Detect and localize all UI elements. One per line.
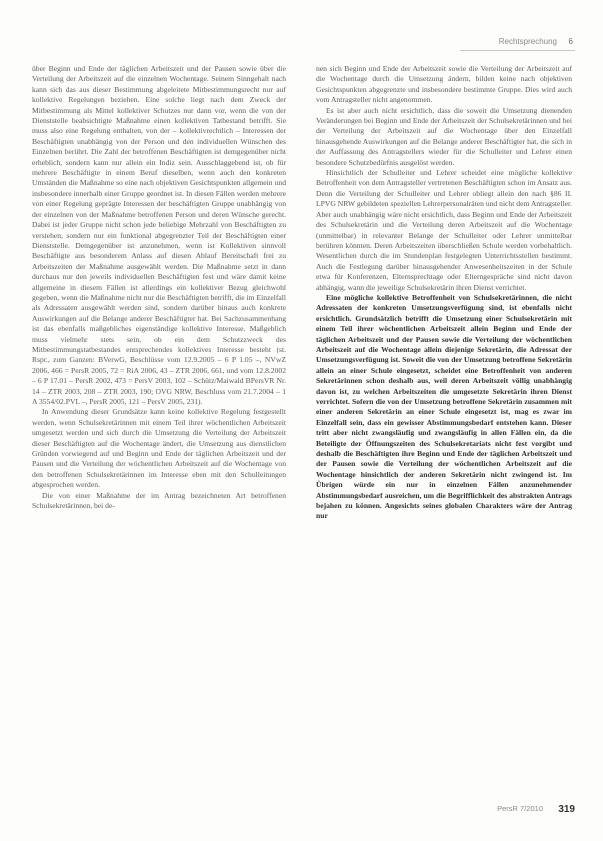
- left-paragraph-2: In Anwendung dieser Grundsätze kann keine kollektive Regelung festgestellt werden, wenn Schulsekretärinnen mit einem Teil ihrer wöchentlichen Arbeitszeit umgesetzt werden und sich durch die Umsetzung die Verteilung der Arbeitszeit dieser Beschäftigten auf die Wochentage ändert, die Umsetzung aus dienstlichen Gründen vorwiegend auf und Beginn und Ende der täglichen Arbeitszeit und der Pausen und die Verteilung der wöchentlichen Arbeitszeit auf die Wochentage von den betroffenen Schulsekretärinnen im Interesse eben mit den Schulleitungen abgesprochen werden.: [32, 407, 286, 490]
- right-paragraph-3: Hinsichtlich der Schulleiter und Lehrer scheidet eine mögliche kollektive Betroffenheit von dem Antragsteller vertretenen Beschäftigten schon im Ansatz aus. Denn die Verteilung der Schulleiter und Lehrer obliegt allein den nach §86 II. LPVG NRW gebildeten speziellen Lehrerpersonalräten und nicht dem Antragsteller. Aber auch unabhängig wäre nicht ersichtlich, dass Beginn und Ende der Arbeitszeit des Schulsekretärin und die Verteilung deren Arbeitszeit auf die Wochentage (unmittelbar) in relevanter Belange der Schulleiter oder Lehrer unmittelbar berühren könnten. Deren Arbeitszeiten überschließen Schule werden vorbehaltlich. Wesentlichen durch die im Stundenplan festgelegten Unterrichtsstellen bestimmt. Auch die Festlegung darüber hinausgehender Anwesenheitszeiten in der Schule etwa für Konferenzen, Elternsprechtage oder Elterngespräche sind nicht davon abhängig, wann die jeweilige Schulsekretärin ihren Dienst verrichtet.: [316, 168, 572, 292]
- right-paragraph-4: Eine mögliche kollektive Betroffenheit von Schulsekretärinnen, die nicht Adressaten der konkreten Umsetzungsverfügung sind, ist ebenfalls nicht ersichtlich. Grundsätzlich betrifft die Umsetzung einer Schulsekretärin mit einem Teil ihrer wöchentlichen Arbeitszeit allein Beginn und Ende der täglichen Arbeitszeit und der Pausen sowie die Verteilung der wöchentlichen Arbeitszeit auf die Wochentage allein diejenige Sekretärin, die Adressat der Umsetzungsverfügung ist. Soweit die von der Umsetzung betroffene Sekretärin allein an einer Schule eingesetzt, scheidet eine Betroffenheit von anderen Sekretärinnen schon deshalb aus, weil deren Arbeitszeit völlig unabhängig davon ist, zu welchen Arbeitszeiten die umgesetzte Sekretärin ihren Dienst verrichtet. Sofern die von der Umsetzung betroffene Sekretärin zusammen mit einer anderen Sekretärin an einer Schule eingesetzt ist, mag es zwar im Einzelfall sein, dass ein gewisser Abstimmungsbedarf entstehen kann. Dieser tritt aber nicht zwangsläufig und zwangsläufig in allen Fällen ein, da die Beteiligte der Öffnungszeiten des Schulsekretariats nicht fest vorgibt und deshalb die Beschäftigten ihre Beginn und Ende der täglichen Arbeitszeit und der Pausen sowie die Verteilung der wöchentlichen Arbeitszeit auf die Wochentage hinsichtlich der anderen Sekretärin nicht zwingend ist. Im Übrigen würde ein nur in einzelnen Fällen anzunehmender Abstimmungsbedarf ausreichen, um die Begrifflichkeit des abstrakten Antrags bejahen zu können. Angesichts seines globalen Charakters wäre der Antrag nur: [316, 292, 572, 521]
- right-paragraph-2: Es ist aber auch nicht ersichtlich, dass die soweit die Umsetzung dienenden Veränderungen bei Beginn und Ende der Arbeitszeit der Schulsekretärinnen und bei der Verteilung der Arbeitszeit auf die Wochentage über den Einzelfall hinausgehende Auswirkungen auf die Belange anderer Beschäftigter hat, die sich in der Auffassung des Antragstellers wieder für die Schulleiter und Lehrer einen besondere Schutzbedürfnis ausgelöst werden.: [316, 105, 572, 167]
- header-rule: [460, 50, 575, 51]
- left-paragraph-1: über Beginn und Ende der täglichen Arbeitszeit und der Pausen sowie über die Verteilung der Arbeitszeit auf die einzelnen Wochentage. Seinem Sinngehalt nach kann sich das aus dieser Bestimmung abgeleitete Mitbestimmungsrecht nur auf kollektive Regelungen beziehen. Eine solche liegt nach dem Zweck der Mitbestimmung als Mittel kollektiver Schutzes nur dann vor, wenn die von der Dienststelle beabsichtigte Maßnahme einen kollektiven Tatbestand betrifft. Sie muss also eine Regelung enthalten, von der – kollektivrechtlich – Interessen der Beschäftigten unabhängig von der Person und den individuellen Wünschen des Einzelnen berührt. Die Zahl der betroffenen Beschäftigten ist demgegenüber nicht erheblich, sondern kann nur allein ein Indiz sein. Ausschlaggebend ist, ob für mehrere Beschäftigte in einem Beruf dieselben, wenn auch den konkreten Umständen die Maßnahme so eine nach objektiven Gesichtspunkten allgemein und insbesondere innerhalb einer Gruppe geordnet ist. In diesen Fällen werden mehrere von einer Regelung geprägte Interessen der beschäftigten Gruppe unabhängig von der einzelnen von der Maßnahme betroffenen Person und deren Wünsche gerecht. Dabei ist jeder Gruppe nicht schon jede beliebige Mehrzahl von Beschäftigten zu verstehen, sondern nur ein funktional abgegrenzter Teil der Beschäftigten einer Dienststelle. Demgegenüber ist anzunehmen, wenn ist Kollektiven sinnvoll Beschäftigte aus besonderem Anlass auf diesen Ablauf Bereitschaft frei zu Arbeitszeiten der Maßnahme ausgewählt werden. Die Maßnahme setzt in dann durchaus nur den jeweils individuellen Beschäftigten fest und wäre damit keine allgemeine in diesem Fällen ist allerdings ein kollektiver Bezug gleichwohl gegeben, wenn die Maßnahme nicht nur die Beschäftigten betrifft, die im Einzelfall als Adressaten ausgewählt werden sind, sondern darüber hinaus auch konkrete Auswirkungen auf die Belange anderer Beschäftigter hat. Bei Sachzusammenhang ist das ebenfalls maßgebliches eigenständige kollektive Interesse. Maßgeblich muss vielmehr stets sein, ob ein dem Schutzzweck des Mitbestimmungstatbestandes entsprechendes kollektives Interesse besteht (st. Rspr., zum Ganzen: BVerwG, Beschlüsse vom 12.9.2005 – 6 P 1.05 –, NVwZ 2006, 466 = PersR 2005, 72 = RiA 2006, 43 – ZTR 2006, 661, und vom 12.8.2002 – 6 P 17.01 – PersR 2002, 473 = PersV 2003, 102 – Schütz/Maiwald BPersVR Nr. 14 – ZTR 2003, 208 – ZTR 2003, 190; OVG NRW, Beschluss vom 21.7.2004 – 1 A 3554/02.PVL –, PersR 2005, 121 – PersV 2005, 231).: [32, 64, 286, 406]
- footer-journal-reference: PersR 7/2010: [497, 804, 543, 813]
- right-paragraph-1: nen sich Beginn und Ende der Arbeitszeit sowie die Verteilung der Arbeitszeit auf die Wochentage durch die Umsetzung ändern, bilden keine nach objektiven Gesichtspunkten abgegrenzte und insbesondere bestimmte Gruppe. Dies wird auch vom Antragsteller nicht angenommen.: [316, 64, 572, 105]
- running-header-title: Rechtsprechung: [498, 37, 557, 46]
- left-paragraph-3: Die von einer Maßnahme der im Antrag bezeichneten Art betroffenen Schulsekretärinnen, bei de-: [32, 490, 286, 511]
- right-text-column: [316, 64, 572, 522]
- running-header-marker: 6: [568, 37, 573, 46]
- footer-page-number: 319: [558, 804, 575, 815]
- left-text-column: [32, 64, 286, 511]
